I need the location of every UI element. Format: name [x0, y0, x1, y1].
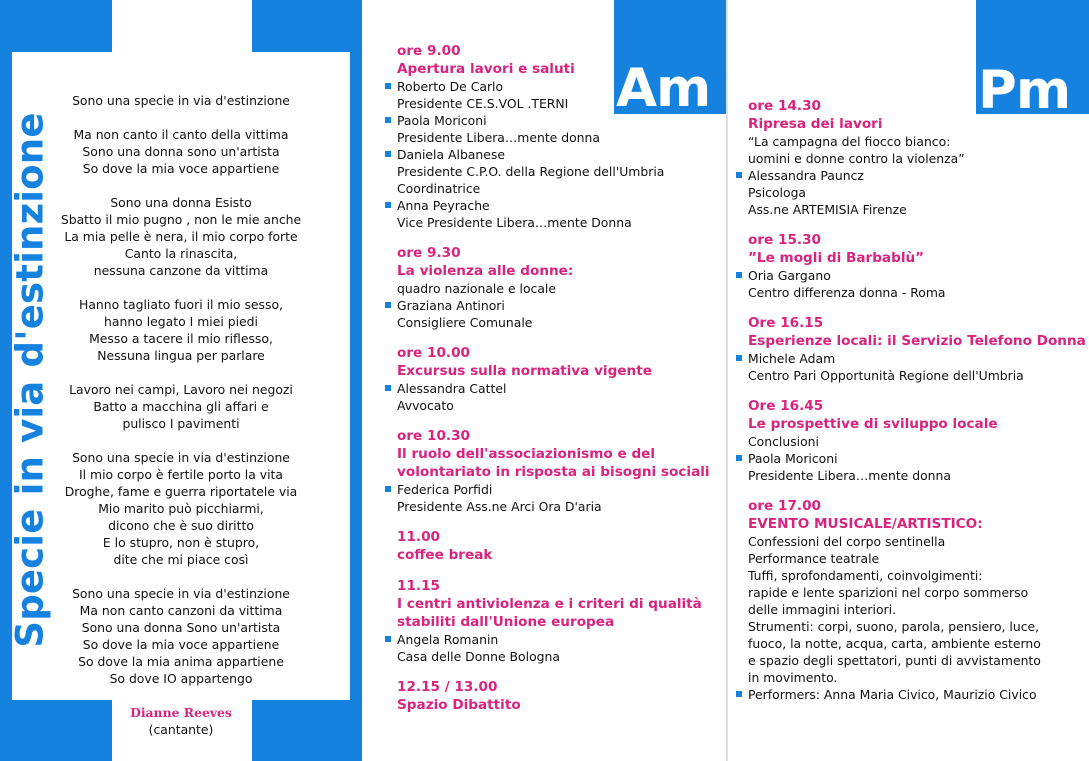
program-block	[397, 344, 717, 414]
poem-stanza	[54, 449, 308, 568]
program-block	[397, 577, 717, 665]
session-detail: Vice Presidente Libera…mente Donna	[397, 215, 632, 230]
speaker-name: Angela Romanin	[397, 631, 717, 648]
poem-line: Sono una donna Esisto	[110, 195, 252, 210]
session-detail: Presidente Ass.ne Arci Ora D'aria	[397, 499, 602, 514]
speaker-name: Paola Moriconi	[748, 450, 1088, 467]
poem-line: Sono una specie in via d'estinzione	[72, 450, 290, 465]
session-title: Ripresa dei lavori	[748, 116, 883, 132]
session-time: ore 15.30	[748, 232, 821, 248]
session-time: Ore 16.45	[748, 398, 824, 414]
session-detail: Coordinatrice	[397, 181, 481, 196]
speaker-name: Anna Peyrache	[397, 197, 717, 214]
speaker-name: Alessandra Pauncz	[748, 167, 1088, 184]
session-detail: e spazio degli spettatori, punti di avvistamento	[748, 653, 1041, 668]
poem-stanza	[54, 585, 308, 687]
speaker-name: Federica Porfidi	[397, 481, 717, 498]
session-detail: Avvocato	[397, 398, 454, 413]
session-detail: Presidente C.P.O. della Regione dell'Umbria	[397, 164, 665, 179]
program-block	[397, 427, 717, 515]
side-title-text: Specie in via d'estinzione	[8, 112, 52, 648]
program-block	[748, 314, 1088, 384]
program-block	[397, 244, 717, 331]
session-detail: Consigliere Comunale	[397, 315, 533, 330]
session-title: Esperienze locali: il Servizio Telefono Donna	[748, 333, 1086, 349]
session-time: 12.15 / 13.00	[397, 679, 498, 695]
poem-stanza	[54, 126, 308, 177]
poem-line: dite che mi piace così	[113, 552, 249, 567]
poem-text	[54, 92, 308, 704]
session-time: ore 14.30	[748, 98, 821, 114]
poem-stanza	[54, 194, 308, 279]
session-detail: Presidente Libera…mente donna	[748, 468, 951, 483]
poem-line: Messo a tacere il mio riflesso,	[89, 331, 273, 346]
session-detail: quadro nazionale e locale	[397, 281, 556, 296]
am-panel	[362, 0, 728, 761]
session-title-continued: volontariato in risposta ai bisogni sociali	[397, 464, 710, 480]
author-name: Dianne Reeves	[130, 705, 232, 720]
speaker-name: Oria Gargano	[748, 267, 1088, 284]
speaker-name: Roberto De Carlo	[397, 78, 717, 95]
program-block	[748, 497, 1088, 703]
session-time: ore 10.00	[397, 345, 470, 361]
poem-line: Lavoro nei campi, Lavoro nei negozi	[69, 382, 293, 397]
poem-line: So dove IO appartengo	[109, 671, 253, 686]
program-block	[748, 397, 1088, 484]
session-detail: delle immagini interiori.	[748, 602, 897, 617]
pm-panel	[728, 0, 1089, 761]
session-time: 11.15	[397, 578, 440, 594]
session-detail: Centro differenza donna - Roma	[748, 285, 946, 300]
poem-line: dicono che è suo diritto	[108, 518, 254, 533]
poem-line: pulisco I pavimenti	[122, 416, 240, 431]
poem-line: Sbatto il mio pugno , non le mie anche	[60, 212, 302, 227]
am-program	[397, 42, 717, 727]
session-title: I centri antiviolenza e i criteri di qualità	[397, 596, 702, 612]
speaker-name: Performers: Anna Maria Civico, Maurizio Civico	[748, 686, 1088, 703]
session-detail: Tuffi, sprofondamenti, coinvolgimenti:	[748, 568, 983, 583]
session-detail: “La campagna del fiocco bianco:	[748, 134, 951, 149]
session-title: Le prospettive di sviluppo locale	[748, 416, 998, 432]
poem-stanza	[54, 381, 308, 432]
session-detail: Centro Pari Opportunità Regione dell'Umbria	[748, 368, 1024, 383]
pm-tag: Pm	[978, 60, 1071, 121]
session-title: Spazio Dibattito	[397, 697, 521, 713]
session-time: ore 9.30	[397, 245, 461, 261]
session-detail: Presidente CE.S.VOL .TERNI	[397, 96, 569, 111]
poem-line: So dove la mia voce appartiene	[82, 637, 280, 652]
poem-stanza	[54, 296, 308, 364]
session-title-continued: stabiliti dall'Unione europea	[397, 614, 615, 630]
poem-line: Il mio corpo è fertile porto la vita	[78, 467, 283, 482]
speaker-name: Graziana Antinori	[397, 297, 717, 314]
program-block	[397, 42, 717, 231]
session-detail: Strumenti: corpi, suono, parola, pensiero, luce,	[748, 619, 1040, 634]
session-title: La violenza alle donne:	[397, 263, 574, 279]
poem-line: nessuna canzone da vittima	[93, 263, 269, 278]
session-detail: fuoco, la notte, acqua, carta, ambiente esterno	[748, 636, 1041, 651]
poem-author	[54, 704, 308, 738]
poem-panel	[0, 0, 362, 761]
session-detail: Psicologa	[748, 185, 807, 200]
session-detail: rapide e lente sparizioni nel corpo sommerso	[748, 585, 1029, 600]
session-title: ”Le mogli di Barbablù”	[748, 250, 925, 266]
pm-program	[748, 97, 1088, 716]
speaker-name: Paola Moriconi	[397, 112, 717, 129]
session-detail: Performance teatrale	[748, 551, 880, 566]
session-detail: Ass.ne ARTEMISIA Firenze	[748, 202, 907, 217]
poem-line: Sono una specie in via d'estinzione	[72, 93, 290, 108]
poem-line: Sono una donna sono un'artista	[82, 144, 280, 159]
session-detail: Presidente Libera…mente donna	[397, 130, 600, 145]
session-time: ore 17.00	[748, 498, 821, 514]
poem-line: Batto a macchina gli affari e	[93, 399, 269, 414]
session-title: coffee break	[397, 547, 493, 563]
program-block	[748, 97, 1088, 218]
session-title: EVENTO MUSICALE/ARTISTICO:	[748, 516, 983, 532]
session-detail: Conclusioni	[748, 434, 819, 449]
poem-line: Droghe, fame e guerra riportatele via	[64, 484, 298, 499]
speaker-name: Michele Adam	[748, 350, 1088, 367]
poem-line: Canto la rinascita,	[124, 246, 238, 261]
poem-line: Mio marito può picchiarmi,	[98, 501, 264, 516]
program-block	[397, 678, 717, 714]
session-detail: uomini e donne contro la violenza”	[748, 151, 965, 166]
poem-line: So dove la mia anima appartiene	[78, 654, 284, 669]
poem-stanza	[54, 92, 308, 109]
session-time: Ore 16.15	[748, 315, 824, 331]
poem-line: Nessuna lingua per parlare	[97, 348, 265, 363]
session-title: Il ruolo dell'associazionismo e del	[397, 446, 656, 462]
poem-line: hanno legato I miei piedi	[104, 314, 258, 329]
poem-line: Sono una donna Sono un'artista	[81, 620, 281, 635]
program-block	[748, 231, 1088, 301]
poem-line: La mia pelle è nera, il mio corpo forte	[64, 229, 298, 244]
session-detail: Confessioni del corpo sentinella	[748, 534, 946, 549]
author-role: (cantante)	[148, 722, 214, 737]
program-block	[397, 528, 717, 564]
session-title: Apertura lavori e saluti	[397, 61, 575, 77]
session-time: ore 10.30	[397, 428, 470, 444]
am-tag: Am	[616, 58, 711, 119]
poem-line: Sono una specie in via d'estinzione	[72, 586, 290, 601]
poem-line: So dove la mia voce appartiene	[82, 161, 280, 176]
poem-line: Hanno tagliato fuori il mio sesso,	[79, 297, 283, 312]
session-time: ore 9.00	[397, 43, 461, 59]
session-detail: Casa delle Donne Bologna	[397, 649, 560, 664]
session-time: 11.00	[397, 529, 440, 545]
speaker-name: Daniela Albanese	[397, 146, 717, 163]
poem-line: Ma non canto il canto della vittima	[73, 127, 289, 142]
poem-line: E lo stupro, non è stupro,	[102, 535, 260, 550]
speaker-name: Alessandra Cattel	[397, 380, 717, 397]
session-title: Excursus sulla normativa vigente	[397, 363, 652, 379]
poem-line: Ma non canto canzoni da vittima	[79, 603, 283, 618]
session-detail: in movimento.	[748, 670, 838, 685]
